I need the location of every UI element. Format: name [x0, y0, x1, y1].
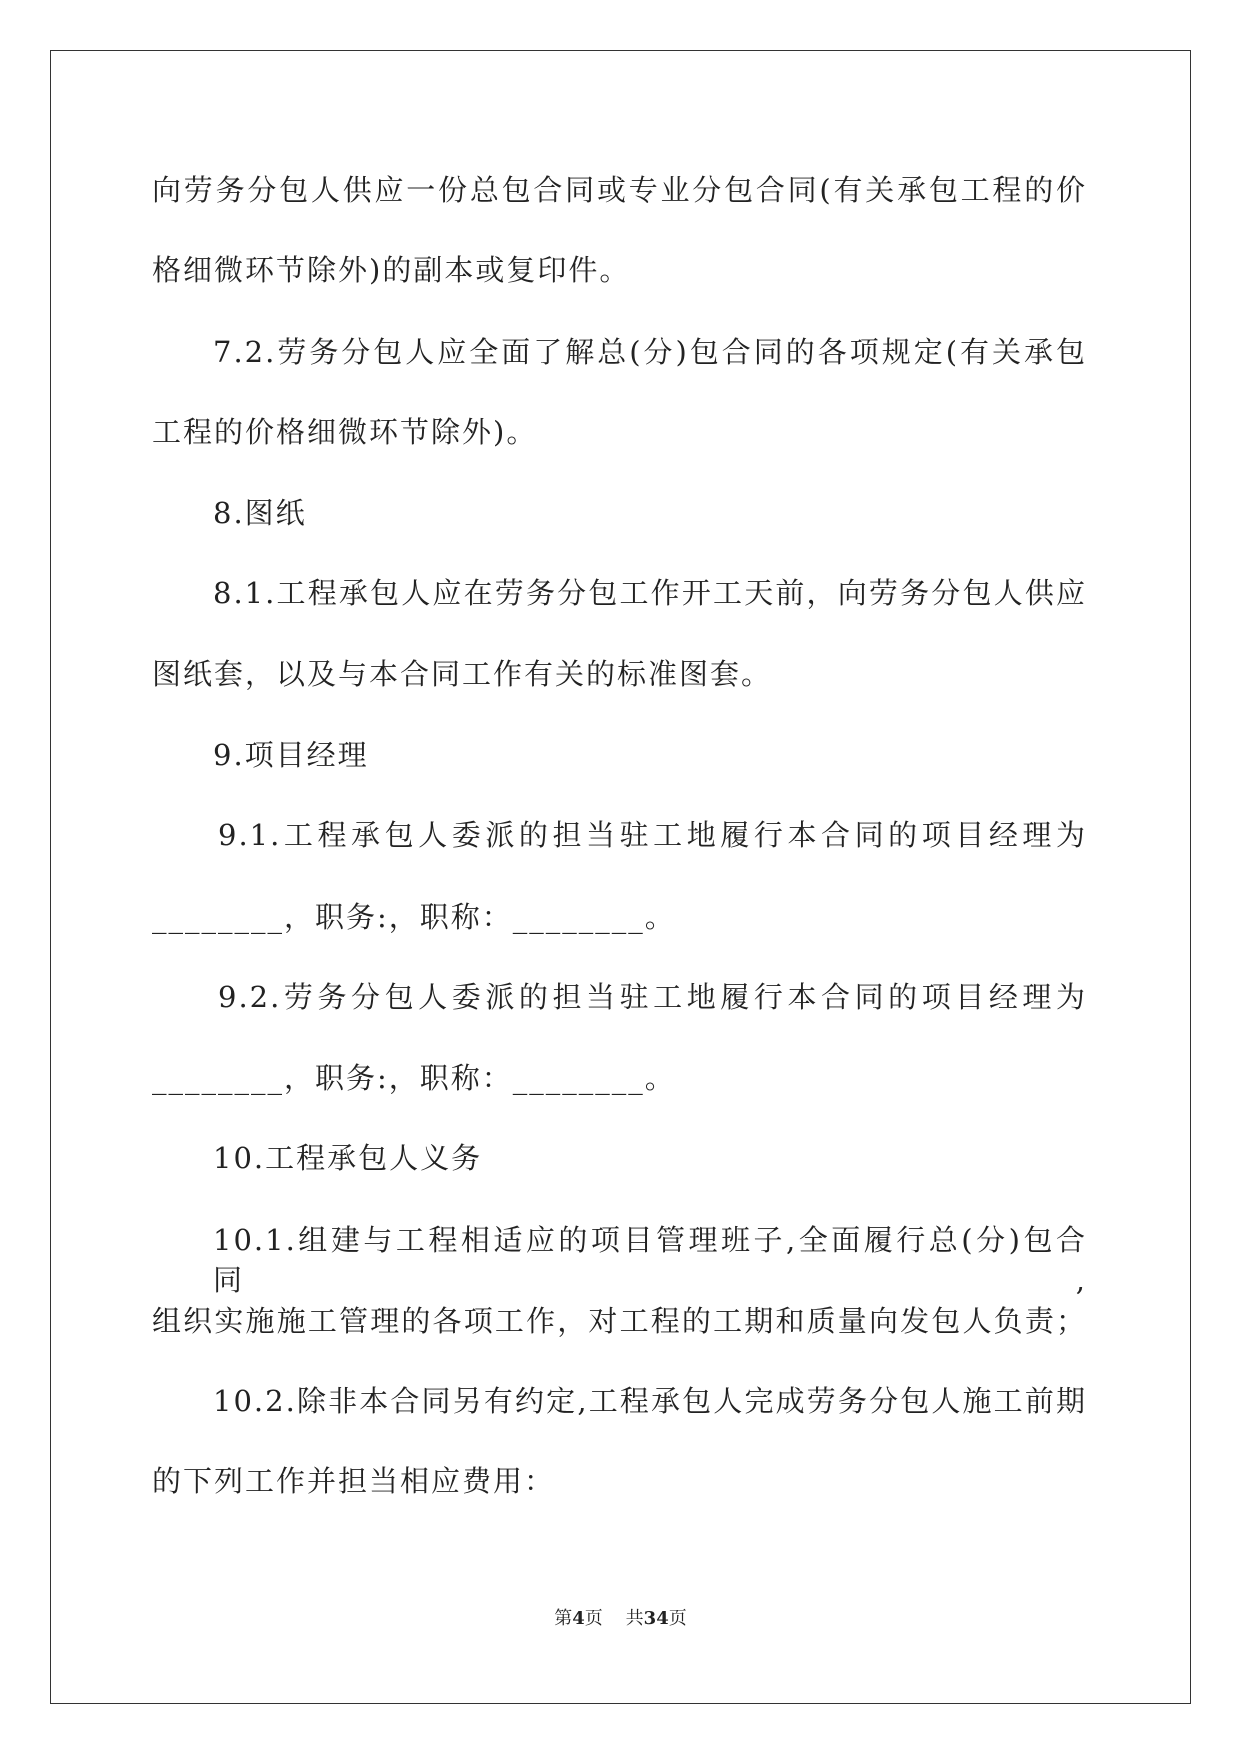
- text-line: 格细微环节除外)的副本或复印件。: [152, 253, 631, 287]
- text-line: 图纸套，以及与本合同工作有关的标准图套。: [152, 657, 773, 691]
- text-line: 10.2.除非本合同另有约定,工程承包人完成劳务分包人施工前期: [213, 1384, 1087, 1418]
- text-line: 的下列工作并担当相应费用：: [152, 1464, 556, 1498]
- section-heading: 10.工程承包人义务: [213, 1141, 483, 1175]
- text-line: ________，职务:，职称：________。: [152, 1061, 676, 1095]
- text-line: 9.1.工程承包人委派的担当驻工地履行本合同的项目经理为: [218, 818, 1087, 852]
- section-heading: 9.项目经理: [213, 738, 369, 772]
- total-prefix: 共: [625, 1608, 644, 1629]
- text-line: ________，职务:，职称：________。: [152, 900, 676, 934]
- text-line: 向劳务分包人供应一份总包合同或专业分包合同(有关承包工程的价: [152, 173, 1087, 207]
- total-pages: 34: [643, 1608, 669, 1629]
- page-number: 4: [572, 1608, 585, 1629]
- page-prefix: 第: [554, 1608, 573, 1629]
- section-heading: 8.图纸: [213, 496, 307, 530]
- text-line: 8.1.工程承包人应在劳务分包工作开工天前，向劳务分包人供应: [213, 576, 1087, 610]
- text-line: 10.1.组建与工程相适应的项目管理班子,全面履行总(分)包合同,: [213, 1223, 1087, 1297]
- page-border: [50, 50, 1191, 1704]
- total-suffix: 页: [668, 1608, 687, 1629]
- text-line: 7.2.劳务分包人应全面了解总(分)包合同的各项规定(有关承包: [213, 335, 1087, 369]
- text-line: 工程的价格细微环节除外)。: [152, 415, 538, 449]
- text-line: 组织实施施工管理的各项工作，对工程的工期和质量向发包人负责；: [152, 1304, 1087, 1338]
- page-suffix: 页: [584, 1608, 603, 1629]
- text-line: 9.2.劳务分包人委派的担当驻工地履行本合同的项目经理为: [218, 980, 1087, 1014]
- page-footer: [0, 1607, 1241, 1631]
